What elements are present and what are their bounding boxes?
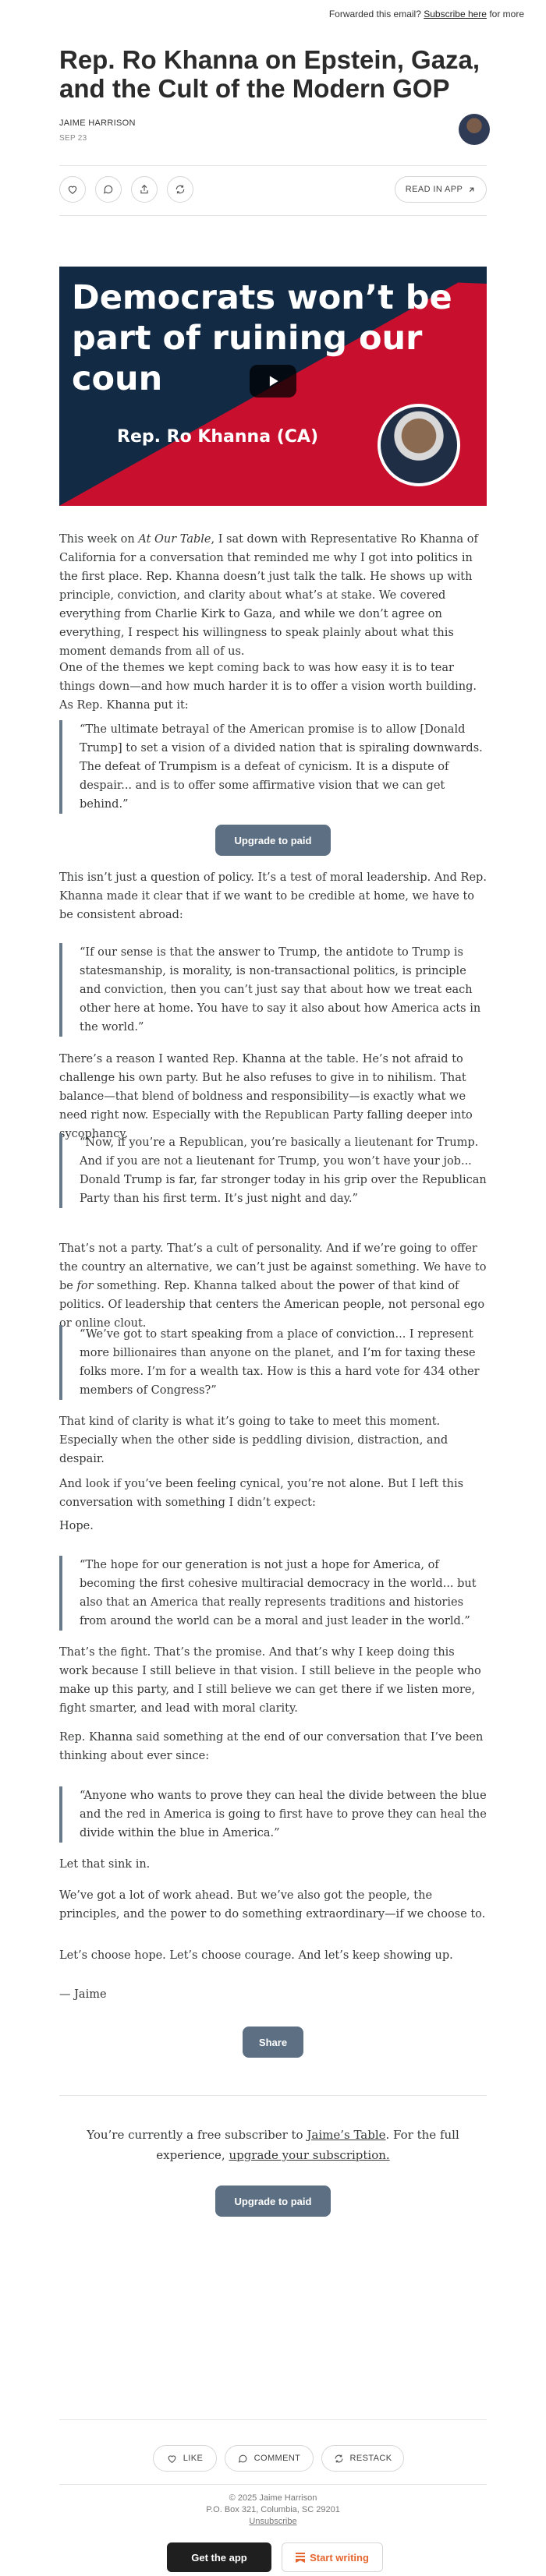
blockquote: “Now, if you’re a Republican, you’re basically a lieutenant for Trump. And if you are not a lieutenant for Trump, you won’t have your job... Donald Trump is far, far stronger today in his grip over the Republican Party than his first term. It’s just night and day.” xyxy=(59,1133,487,1208)
arrow-up-right-icon xyxy=(467,186,476,194)
paragraph xyxy=(59,530,487,661)
blockquote: “Anyone who wants to prove they can heal the divide between the blue and the red in America is going to first have to prove they can heal the divide within the blue in America.” xyxy=(59,1786,487,1843)
emphasis: for xyxy=(76,1280,94,1292)
get-the-app-button[interactable]: Get the app xyxy=(167,2542,271,2572)
restack-button[interactable] xyxy=(167,176,193,203)
footer-copyright: © 2025 Jaime Harrison xyxy=(229,2493,317,2503)
share-icon xyxy=(139,184,150,195)
paragraph-text: This week on xyxy=(59,533,139,546)
divider xyxy=(59,2419,487,2420)
paragraph: That kind of clarity is what it’s going to take to meet this moment. Especially when the other side is peddling division, distraction, and despair. xyxy=(59,1415,448,1465)
paragraph: Hope. xyxy=(59,1520,94,1532)
read-in-app-button[interactable] xyxy=(395,176,487,203)
restack-icon xyxy=(334,2454,344,2464)
paragraph xyxy=(59,1239,487,1333)
unsubscribe-link[interactable]: Unsubscribe xyxy=(249,2517,297,2526)
forward-suffix: for more xyxy=(489,9,524,19)
divider xyxy=(59,215,487,216)
paragraph-text: something. Rep. Khanna talked about the power of that kind of politics. Of leadership that centers the American people, not personal ego or online clout. xyxy=(59,1280,485,1330)
blockquote: “We’ve got to start speaking from a place of conviction... I represent more billionaires than anyone on the planet, and I’m for taxing these folks more. I’m for a wealth tax. How is this a hard vote for 434 other members of Congress?” xyxy=(59,1325,487,1400)
like-button[interactable] xyxy=(59,176,86,203)
hero-headline: Democrats won’t be part of ruining our coun xyxy=(72,278,452,398)
forward-text: Forwarded this email? xyxy=(328,9,421,19)
like-label: LIKE xyxy=(183,2454,204,2463)
footer-unsubscribe xyxy=(59,2516,487,2528)
heart-icon xyxy=(67,184,78,195)
subscription-notice xyxy=(59,2125,487,2165)
video-thumbnail[interactable] xyxy=(59,267,487,506)
comment-button[interactable] xyxy=(95,176,122,203)
start-writing-button[interactable] xyxy=(282,2542,383,2572)
paragraph: Let that sink in. xyxy=(59,1858,151,1871)
subscribe-link[interactable]: Subscribe here xyxy=(424,9,487,19)
paragraph: There’s a reason I wanted Rep. Khanna at the table. He’s not afraid to challenge his own party. But he also refuses to give in to nihilism. That balance—that blend of boldness and responsibility—is exactly what we need right now. Especially with the Republican Party falling deeper into sycophancy. xyxy=(59,1053,473,1140)
play-icon xyxy=(265,373,281,389)
paragraph: Rep. Khanna said something at the end of our conversation that I’ve been thinking about ever since: xyxy=(59,1731,484,1762)
paragraph: Let’s choose hope. Let’s choose courage. And let’s keep showing up. xyxy=(59,1949,453,1962)
paragraph: One of the themes we kept coming back to was how easy it is to tear things down—and how much harder it is to offer a vision worth building. As Rep. Khanna put it: xyxy=(59,662,477,712)
blockquote: “The hope for our generation is not just a hope for America, of becoming the first cohesive multiracial democracy in the world... but also that an America that really represents traditions and histories from around the world can be a moral and just leader in the world.” xyxy=(59,1556,487,1631)
heart-icon xyxy=(167,2454,177,2464)
like-pill-button[interactable] xyxy=(153,2445,217,2472)
share-post-button[interactable]: Share xyxy=(243,2027,303,2058)
divider xyxy=(59,2484,487,2485)
author-avatar[interactable] xyxy=(459,114,490,145)
upgrade-to-paid-button[interactable]: Upgrade to paid xyxy=(215,825,331,856)
comment-label: COMMENT xyxy=(254,2454,301,2463)
blockquote: “The ultimate betrayal of the American promise is to allow [Donald Trump] to set a vision of a divided nation that is spiraling downwards. The defeat of Trumpism is a defeat of cynicism. It is a dispute of despair... and is to offer some affirmative vision that we can get behind.” xyxy=(59,720,487,814)
hero-name-caption: Rep. Ro Khanna (CA) xyxy=(117,427,319,447)
play-button[interactable] xyxy=(250,365,296,398)
comment-pill-button[interactable] xyxy=(225,2445,314,2472)
start-writing-label: Start writing xyxy=(310,2551,369,2564)
blockquote: “If our sense is that the answer to Trump, the antidote to Trump is statesmanship, is morality, is non-transactional politics, is principle and conviction, then you can’t just say that about how we treat each other here at home. You have to say it also about how America acts in the world.” xyxy=(59,943,487,1037)
paragraph-text: , I sat down with Representative Ro Khanna of California for a conversation that reminded me why I got into politics in the first place. Rep. Khanna doesn’t just talk the talk. He shows up with principle, conviction, and clarity about what’s at stake. We covered everything from Charlie Kirk to Gaza, and while we don’t agree on everything, I respect his willingness to speak plainly about what this moment demands from all of us. xyxy=(59,533,478,658)
post-title[interactable]: Rep. Ro Khanna on Epstein, Gaza, and the Cult of the Modern GOP xyxy=(59,45,480,103)
author-name[interactable]: JAIME HARRISON xyxy=(59,118,136,128)
comment-icon xyxy=(103,184,114,195)
upgrade-to-paid-button[interactable]: Upgrade to paid xyxy=(215,2186,331,2217)
paragraph: That’s the fight. That’s the promise. And that’s why I keep doing this work because I still believe in that vision. I still believe in the people who make up this party, and I still believe we can get there if we listen more, fight smarter, and lead with moral clarity. xyxy=(59,1646,481,1715)
share-button[interactable] xyxy=(131,176,158,203)
forward-notice xyxy=(329,9,524,19)
read-in-app-label: READ IN APP xyxy=(405,185,463,194)
comment-icon xyxy=(238,2454,248,2464)
paragraph: This isn’t just a question of policy. It’s a test of moral leadership. And Rep. Khanna made it clear that if we want to be credible at home, we have to be consistent abroad: xyxy=(59,871,487,921)
paragraph: We’ve got a lot of work ahead. But we’ve also got the people, the principles, and the power to do something extraordinary—if we choose to. xyxy=(59,1889,486,1921)
paragraph: And look if you’ve been feeling cynical, you’re not alone. But I left this conversation with something I didn’t expect: xyxy=(59,1478,464,1509)
post-date: SEP 23 xyxy=(59,134,87,143)
divider xyxy=(59,2095,487,2096)
divider xyxy=(59,165,487,166)
restack-label: RESTACK xyxy=(349,2454,392,2463)
signoff: — Jaime xyxy=(59,1988,107,2001)
restack-icon xyxy=(175,184,186,195)
hero-portrait xyxy=(378,404,460,486)
paragraph-text: That’s not a party. That’s a cult of personality. And if we’re going to offer the country an alternative, we can’t just be against something. We have to be xyxy=(59,1242,487,1292)
substack-logo-icon xyxy=(296,2553,305,2563)
footer-address: P.O. Box 321, Columbia, SC 29201 xyxy=(206,2505,340,2514)
publication-link[interactable]: Jaime’s Table xyxy=(307,2128,386,2142)
show-name: At Our Table xyxy=(138,533,211,546)
subscription-text: . For the full experience, xyxy=(156,2128,459,2162)
restack-pill-button[interactable] xyxy=(321,2445,404,2472)
upgrade-subscription-link[interactable]: upgrade your subscription. xyxy=(229,2148,390,2162)
subscription-text: You’re currently a free subscriber to xyxy=(87,2128,307,2142)
